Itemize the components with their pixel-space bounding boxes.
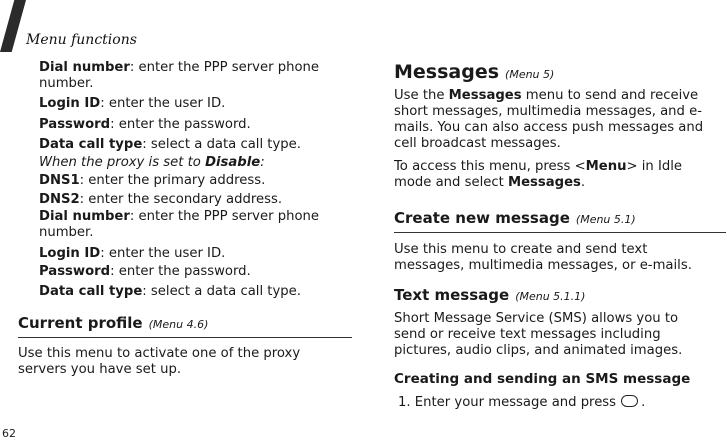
text-message-body: Short Message Service (SMS) allows you to send or receive text messages including pictures, audio clips, and animated images.: [394, 311, 683, 358]
disable-note: When the proxy is set to Disable:: [39, 155, 265, 170]
entry-login-id-2: Login ID: enter the user ID.: [39, 246, 226, 261]
current-profile-heading: Current profile (Menu 4.6): [18, 314, 209, 332]
creating-sms-heading: Creating and sending an SMS message: [394, 371, 691, 387]
entry-login-id: Login ID: enter the user ID.: [39, 96, 226, 111]
header-title: Menu functions: [26, 32, 137, 48]
sms-step-1: 1. Enter your message and press .: [398, 395, 646, 410]
create-message-body: Use this menu to create and send text messages, multimedia messages, or e-mails.: [394, 242, 692, 273]
entry-dial-number: Dial number: enter the PPP server phone number.: [39, 60, 319, 91]
page-number: 62: [2, 427, 16, 440]
current-profile-body: Use this menu to activate one of the proxy servers you have set up.: [18, 346, 301, 377]
entry-data-call-type-2: Data call type: select a data call type.: [39, 284, 301, 299]
entry-password-2: Password: enter the password.: [39, 264, 251, 279]
create-message-heading: Create new message (Menu 5.1): [394, 209, 636, 227]
entry-data-call-type: Data call type: select a data call type.: [39, 137, 301, 152]
messages-access: To access this menu, press <Menu> in Idle mode and select Messages.: [394, 159, 682, 190]
entry-password: Password: enter the password.: [39, 117, 251, 132]
text-message-heading: Text message (Menu 5.1.1): [394, 286, 586, 304]
create-message-divider: [394, 232, 726, 233]
entry-dns1: DNS1: enter the primary address.: [39, 173, 266, 188]
messages-intro: Use the Messages menu to send and receive short messages, multimedia messages, and e-mails. You can also access push messages and cell broadcast messages.: [394, 88, 704, 151]
header-accent-bar: [0, 0, 26, 52]
center-key-icon: [621, 395, 638, 407]
current-profile-divider: [18, 337, 352, 338]
entry-dial-number-2: Dial number: enter the PPP server phone number.: [39, 209, 319, 240]
entry-dns2: DNS2: enter the secondary address.: [39, 192, 283, 207]
messages-heading: Messages (Menu 5): [394, 61, 555, 83]
